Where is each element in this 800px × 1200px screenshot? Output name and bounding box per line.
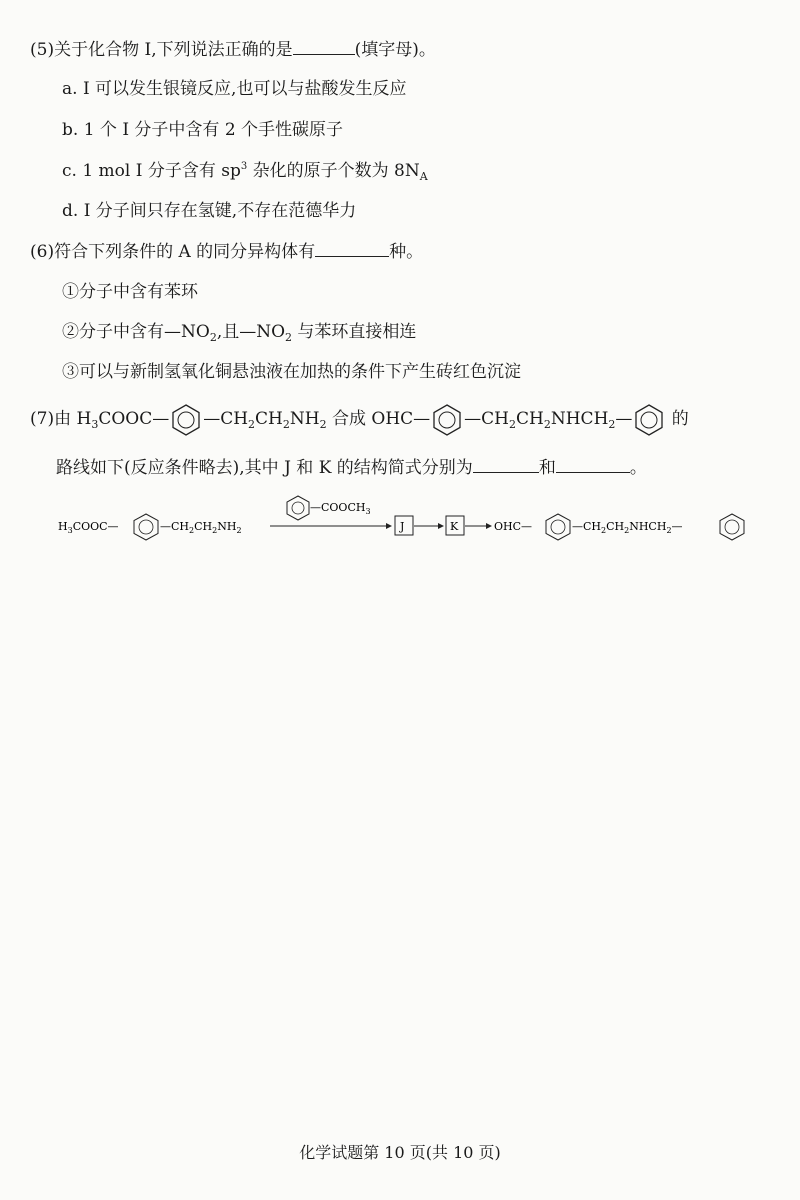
- benzene-ring-icon: [169, 403, 203, 437]
- scheme-start-h: $H_3COOC—$: [58, 520, 119, 535]
- scheme-product-ohc: OHC—: [494, 520, 533, 533]
- arrow-2-head: [438, 523, 444, 529]
- box-k-label: K: [450, 520, 459, 533]
- scheme-reagent-benzene-icon: [287, 496, 309, 520]
- arrow-3-head: [486, 523, 492, 529]
- q7-line2: 路线如下(反应条件略去),其中 J 和 K 的结构简式分别为 和 。: [56, 458, 647, 478]
- q6-answer-blank[interactable]: [315, 240, 389, 257]
- scheme-benzene-1-icon: [134, 514, 158, 540]
- q6-condition-1: ①分子中含有苯环: [62, 282, 198, 302]
- benzene-ring-icon: [632, 403, 666, 437]
- q6-stem: (6)符合下列条件的 A 的同分异构体有 种。: [30, 242, 424, 262]
- scheme-reagent: $—COOCH_3$: [310, 501, 371, 516]
- scheme-product-chain: $—CH_2CH_2NHCH_2—$: [572, 520, 683, 535]
- box-j-label: J: [400, 520, 405, 533]
- q5-option-c: c. 1 mol I 分子含有 $sp^3$ 杂化的原子个数为 $8N_A$: [62, 161, 428, 183]
- arrow-1-head: [386, 523, 392, 529]
- page-footer: 化学试题第 10 页(共 10 页): [299, 1143, 501, 1162]
- scheme-benzene-2-icon: [546, 514, 570, 540]
- q5-option-b: b. 1 个 I 分子中含有 2 个手性碳原子: [62, 120, 344, 140]
- reaction-scheme: [58, 494, 758, 544]
- scheme-start-chain: $—CH_2CH_2NH_2$: [160, 520, 242, 535]
- q5-option-d: d. I 分子间只存在氢键,不存在范德华力: [62, 201, 357, 221]
- q5-answer-blank[interactable]: [293, 38, 355, 55]
- scheme-benzene-3-icon: [720, 514, 744, 540]
- benzene-ring-icon: [430, 403, 464, 437]
- q7-stem: (7)由 $H_3COOC—$ $—CH_2CH_2NH_2$ 合成 OHC— $—CH_2CH_2NHCH_2—$ 的: [30, 402, 689, 438]
- q5-stem: (5)关于化合物 I,下列说法正确的是 (填字母)。: [30, 40, 436, 60]
- q7-answer-blank-k[interactable]: [556, 456, 630, 473]
- q5-option-a: a. I 可以发生银镜反应,也可以与盐酸发生反应: [62, 79, 407, 99]
- q7-answer-blank-j[interactable]: [473, 456, 539, 473]
- q6-condition-2: ②分子中含有$—NO_2$,且$—NO_2$ 与苯环直接相连: [62, 322, 417, 344]
- q6-condition-3: ③可以与新制氢氧化铜悬浊液在加热的条件下产生砖红色沉淀: [62, 362, 521, 382]
